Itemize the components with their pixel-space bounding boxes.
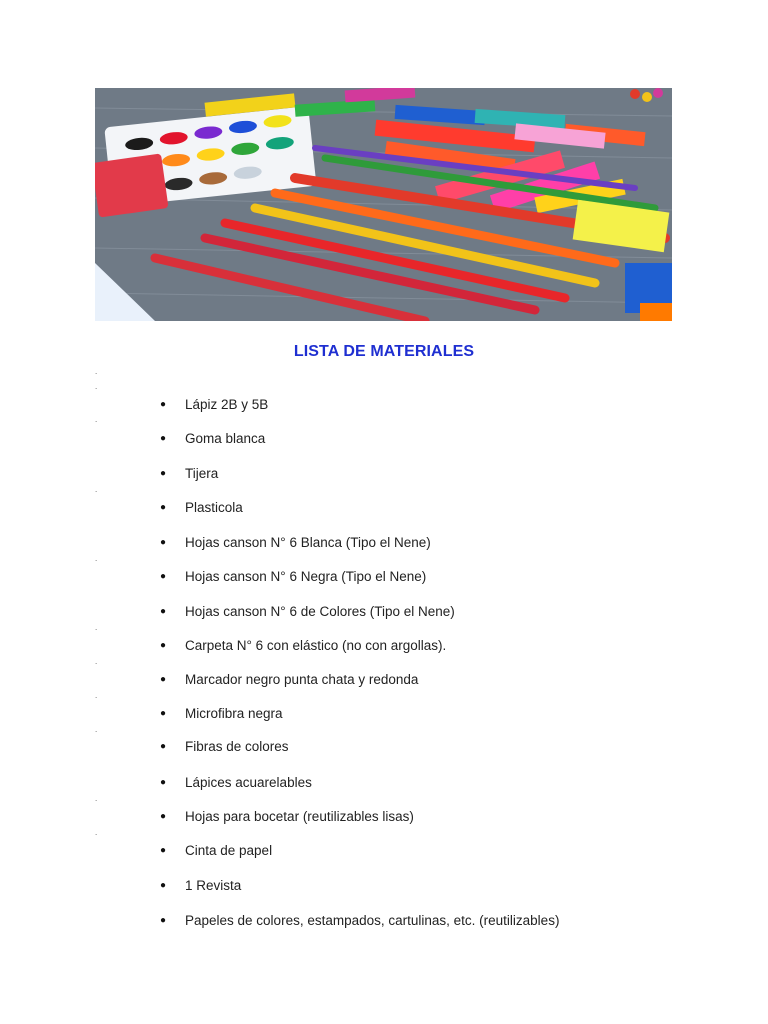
list-item-text: 1 Revista [185, 878, 242, 893]
list-item [160, 808, 414, 826]
list-item-text: Cinta de papel [185, 843, 273, 858]
list-item-text: Lápiz 2B y 5B [185, 397, 269, 412]
bullet-icon: ● [160, 845, 167, 856]
list-item-text: Goma blanca [185, 431, 266, 446]
list-item-text: Carpeta N° 6 con elástico (no con argollas). [185, 638, 447, 653]
bullet-icon: ● [160, 502, 167, 513]
page-title: LISTA DE MATERIALES [293, 343, 475, 360]
list-item [160, 877, 241, 895]
list-item-text: Papeles de colores, estampados, cartulinas, etc. (reutilizables) [185, 913, 560, 928]
list-item-text: Hojas canson N° 6 Negra (Tipo el Nene) [185, 569, 427, 584]
list-item-text: Hojas canson N° 6 Blanca (Tipo el Nene) [185, 535, 431, 550]
bullet-icon: ● [160, 915, 167, 926]
list-item-text: Hojas para bocetar (reutilizables lisas) [185, 809, 414, 824]
list-item [160, 534, 431, 552]
list-item [160, 774, 312, 792]
list-item-text: Marcador negro punta chata y redonda [185, 672, 419, 687]
bullet-icon: ● [160, 537, 167, 548]
bullet-icon: ● [160, 880, 167, 891]
list-item [160, 430, 265, 448]
list-item [160, 568, 426, 586]
list-item-text: Lápices acuarelables [185, 775, 312, 790]
list-item [160, 465, 218, 483]
list-item [160, 705, 283, 723]
bullet-icon: ● [160, 811, 167, 822]
bullet-icon: ● [160, 433, 167, 444]
list-item-text: Hojas canson N° 6 de Colores (Tipo el Nene) [185, 604, 455, 619]
bullet-icon: ● [160, 468, 167, 479]
list-item-text: Microfibra negra [185, 706, 283, 721]
list-item [160, 671, 418, 689]
bullet-icon: ● [160, 640, 167, 651]
list-item [160, 738, 289, 756]
list-item-text: Plasticola [185, 500, 243, 515]
bullet-icon: ● [160, 674, 167, 685]
bullet-icon: ● [160, 708, 167, 719]
list-item [160, 603, 455, 621]
list-item [160, 499, 243, 517]
list-item-text: Fibras de colores [185, 739, 289, 754]
bullet-icon: ● [160, 571, 167, 582]
list-item [160, 396, 268, 414]
bullet-icon: ● [160, 741, 167, 752]
bullet-icon: ● [160, 606, 167, 617]
bullet-icon: ● [160, 399, 167, 410]
list-item [160, 842, 272, 860]
list-item [160, 637, 446, 655]
bullet-icon: ● [160, 777, 167, 788]
list-item-text: Tijera [185, 466, 219, 481]
list-item [160, 912, 559, 930]
